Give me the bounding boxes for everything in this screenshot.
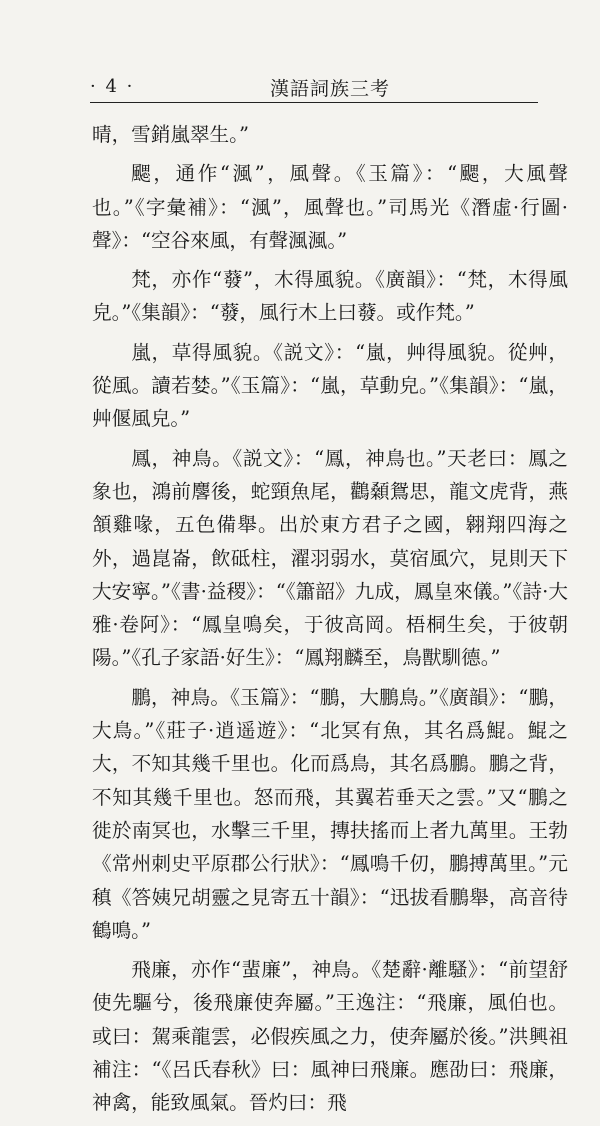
paragraph: 鵬，神鳥。《玉篇》：“鵬，大鵬鳥。”《廣韻》：“鵬，大鳥。”《莊子·逍遥遊》：“北冥有魚，其名爲鯤。鯤之大，不知其幾千里也。化而爲鳥，其名爲鵬。鵬之背，不知其幾千里也。怒而飛，其翼若垂天之雲。”又“鵬之徙於南冥也，水擊三千里，摶扶搖而上者九萬里。王勃《常州刺史平原郡公行狀》：“鳳鳴千仞，鵬搏萬里。”元稹《答姨兄胡靈之見寄五十韻》：“迅拔看鵬舉，高音待鶴鳴。” [92,685,568,942]
paragraph: 飛廉，亦作“蜚廉”，神鳥。《楚辭·離騷》：“前望舒使先驅兮，後飛廉使奔屬。”王逸注：“飛廉，風伯也。或曰：駕乘龍雲，必假疾風之力，使奔屬於後。”洪興祖補注：“《呂氏春秋》曰：風神曰飛廉。應劭曰：飛廉，神禽，能致風氣。晉灼曰：飛 [92,958,568,1115]
running-header [90,70,538,103]
body-text [92,118,568,1126]
paragraph: 嵐，草得風貌。《説文》：“嵐，艸得風貌。從艸，從風。讀若婪。”《玉篇》：“嵐，草動皃。”《集韻》：“嵐，艸偃風皃。” [92,340,568,431]
paragraph: 颸，通作“渢”，風聲。《玉篇》：“颸，大風聲也。”《字彙補》：“渢”，風聲也。”司馬光《潛虛·行圖·聲》：“空谷來風，有聲渢渢。” [92,162,568,252]
page-number: · 4 · [90,76,135,97]
paragraph: 梵，亦作“蕟”，木得風貌。《廣韻》：“梵，木得風皃。”《集韻》：“蕟，風行木上曰蕟。或作梵。” [92,268,568,325]
book-title: 漢語詞族三考 [270,78,391,100]
paragraph: 鳳，神鳥。《説文》：“鳳，神鳥也。”天老曰：鳳之象也，鴻前麐後，蛇頸魚尾，鸛顙鴛思，龍文虎背，燕頷雞喙，五色備舉。出於東方君子之國，翱翔四海之外，過崑崙，飲砥柱，濯羽弱水，莫宿風穴，見則天下大安寧。”《書·益稷》：“《簫韶》九成，鳳皇來儀。”《詩·大雅·卷阿》：“鳳皇鳴矣，于彼高岡。梧桐生矣，于彼朝陽。”《孔子家語·好生》：“鳳翔麟至，鳥獸馴德。” [92,446,568,670]
paragraph: 晴，雪銷嵐翠生。” [92,123,249,146]
